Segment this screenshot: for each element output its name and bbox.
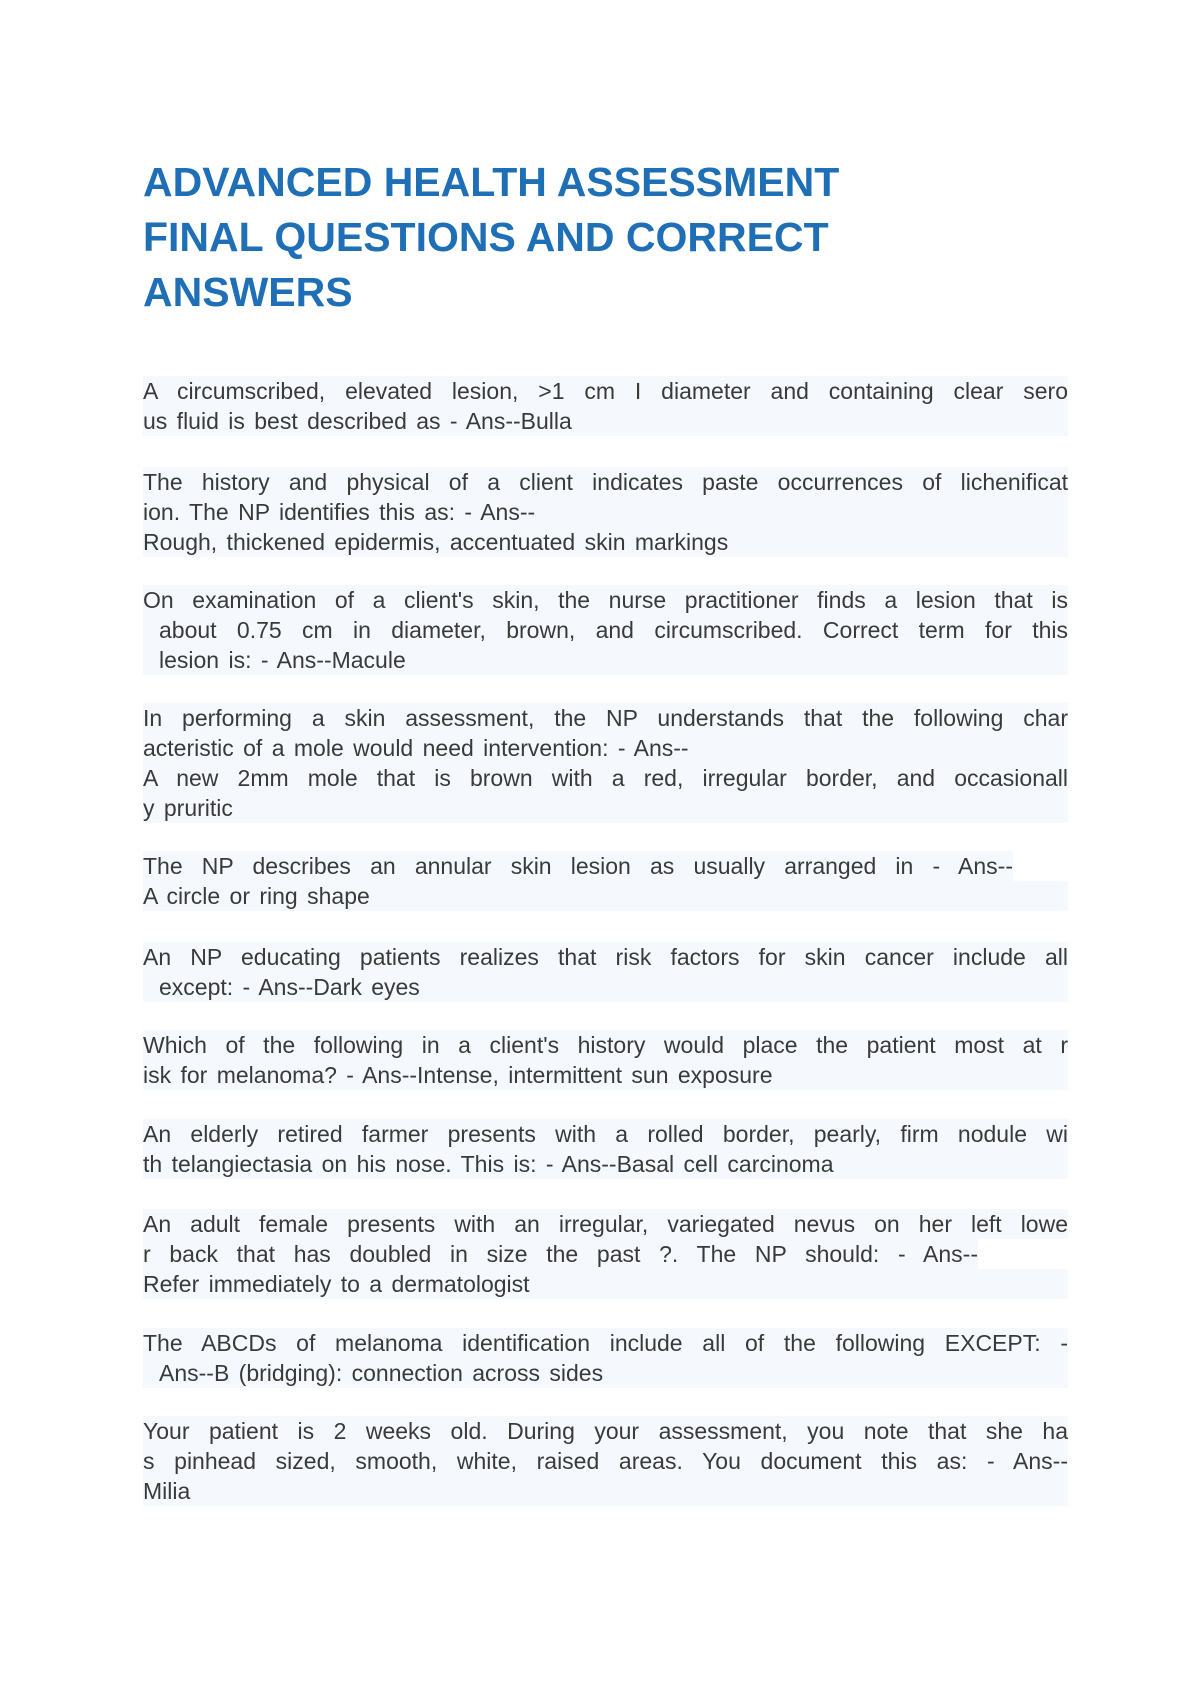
qa-item <box>143 1416 1068 1506</box>
qa-line: except: - Ans--Dark eyes <box>143 972 1068 1002</box>
qa-line: us fluid is best described as - Ans--Bulla <box>143 406 1068 436</box>
qa-line: The history and physical of a client indicates paste occurrences of lichenificat <box>143 469 1068 495</box>
qa-line: In performing a skin assessment, the NP understands that the following char <box>143 705 1068 731</box>
qa-line: The ABCDs of melanoma identification include all of the following EXCEPT: - <box>143 1330 1068 1356</box>
qa-item <box>143 1209 1068 1299</box>
qa-line: Which of the following in a client's history would place the patient most at r <box>143 1032 1068 1058</box>
qa-line: The NP describes an annular skin lesion as usually arranged in - Ans-- <box>143 853 1013 879</box>
qa-item <box>143 585 1068 675</box>
qa-line: about 0.75 cm in diameter, brown, and circumscribed. Correct term for this <box>143 615 1068 645</box>
qa-line: An NP educating patients realizes that risk factors for skin cancer include all <box>143 944 1068 970</box>
title-line: ANSWERS <box>143 269 353 315</box>
qa-item <box>143 942 1068 1002</box>
qa-item <box>143 703 1068 823</box>
qa-line: lesion is: - Ans--Macule <box>143 645 1068 675</box>
qa-line: An adult female presents with an irregular, variegated nevus on her left lowe <box>143 1211 1068 1237</box>
qa-line: s pinhead sized, smooth, white, raised areas. You document this as: - Ans-- <box>143 1448 1068 1474</box>
qa-line: Rough, thickened epidermis, accentuated skin markings <box>143 527 1068 557</box>
qa-item <box>143 1119 1068 1179</box>
qa-line: An elderly retired farmer presents with a rolled border, pearly, firm nodule wi <box>143 1121 1068 1147</box>
qa-line: Your patient is 2 weeks old. During your assessment, you note that she ha <box>143 1418 1068 1444</box>
qa-item <box>143 467 1068 557</box>
title-line: ADVANCED HEALTH ASSESSMENT <box>143 159 840 205</box>
qa-line: th telangiectasia on his nose. This is: - Ans--Basal cell carcinoma <box>143 1149 1068 1179</box>
qa-line: A new 2mm mole that is brown with a red, irregular border, and occasionall <box>143 765 1068 791</box>
title-line: FINAL QUESTIONS AND CORRECT <box>143 214 829 260</box>
qa-line: Ans--B (bridging): connection across sides <box>143 1358 1068 1388</box>
qa-item <box>143 851 1068 911</box>
qa-item <box>143 1030 1068 1090</box>
qa-line: Milia <box>143 1476 1068 1506</box>
qa-line: isk for melanoma? - Ans--Intense, intermittent sun exposure <box>143 1060 1068 1090</box>
qa-line: On examination of a client's skin, the nurse practitioner finds a lesion that is <box>143 587 1068 613</box>
qa-line: acteristic of a mole would need intervention: - Ans-- <box>143 733 1068 763</box>
qa-line: A circumscribed, elevated lesion, >1 cm I diameter and containing clear sero <box>143 378 1068 404</box>
document-title <box>143 155 943 320</box>
qa-line: ion. The NP identifies this as: - Ans-- <box>143 497 1068 527</box>
qa-item <box>143 1328 1068 1388</box>
qa-line: A circle or ring shape <box>143 881 1068 911</box>
qa-line: r back that has doubled in size the past ?. The NP should: - Ans-- <box>143 1241 978 1267</box>
qa-item <box>143 376 1068 436</box>
qa-line: Refer immediately to a dermatologist <box>143 1269 1068 1299</box>
qa-line: y pruritic <box>143 793 1068 823</box>
